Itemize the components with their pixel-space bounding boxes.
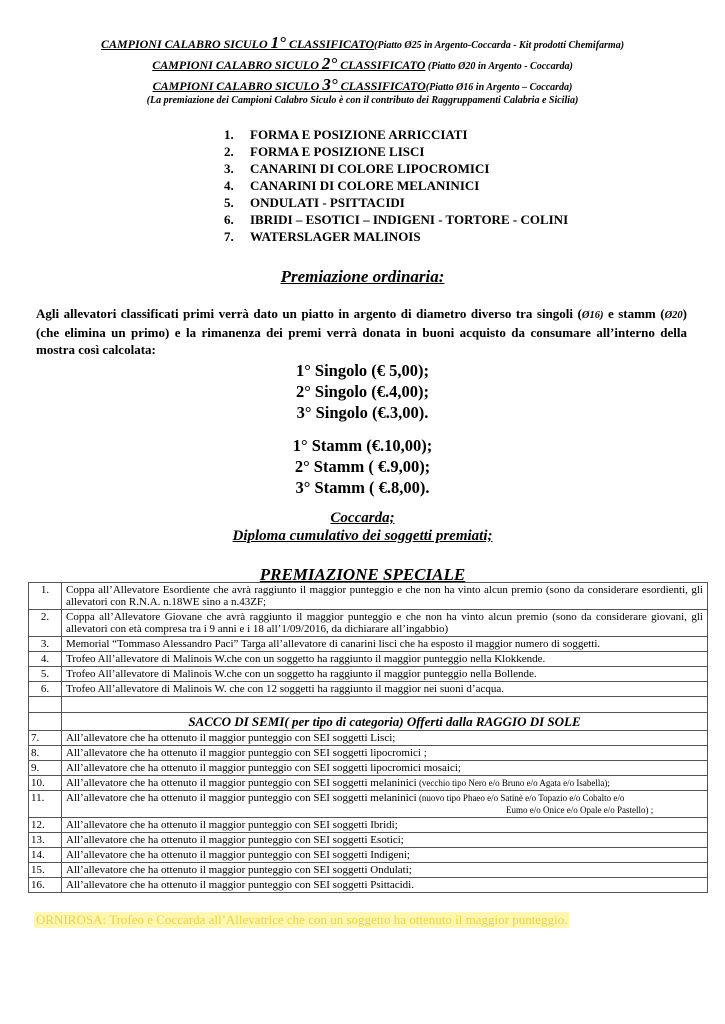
table-row: 14. All’allevatore che ha ottenuto il maggior punteggio con SEI soggetti Indigeni; (29, 848, 708, 863)
champion-title-1: CAMPIONI CALABRO SICULO 1° CLASSIFICATO (100, 33, 375, 52)
table-row: 2. Coppa all’Allevatore Giovane che avrà raggiunto il maggior punteggio e che non ha vinto alcun premio (sono da considerare giovani, gli allevatori con età compresa tra i 9 anni e i 18 all’1/09/2016, da dichiarare all’ingabbio) (29, 610, 708, 637)
category-item: 1. FORMA E POSIZIONE ARRICCIATI (224, 127, 468, 142)
coccarda-line: Coccarda; Diploma cumulativo dei soggetti premiati; (0, 509, 725, 545)
stamm-prizes (0, 435, 725, 498)
ornirosa-highlight: ORNIROSA: Trofeo e Coccarda all’Allevatrice che con un soggetto ha ottenuto il maggior punteggio. (36, 912, 568, 927)
stamm-prize-1: 1° Stamm (€.10,00); (292, 436, 433, 455)
single-prize-1: 1° Singolo (€ 5,00); (295, 361, 430, 380)
table-row: 4. Trofeo All’allevatore di Malinois W.che con un soggetto ha raggiunto il maggior punteggio nella Klokkende. (29, 652, 708, 667)
category-item: 3. CANARINI DI COLORE LIPOCROMICI (224, 161, 490, 176)
category-item: 4. CANARINI DI COLORE MELANINICI (224, 178, 480, 193)
single-prizes (0, 360, 725, 423)
table-row: 12. All’allevatore che ha ottenuto il maggior punteggio con SEI soggetti Ibridi; (29, 818, 708, 833)
category-item: 6. IBRIDI – ESOTICI – INDIGENI - TORTORE - COLINI (224, 212, 569, 227)
sacco-heading: SACCO DI SEMI( per tipo di categoria) Offerti dalla RAGGIO DI SOLE (62, 713, 708, 731)
champion-line-3 (0, 76, 725, 97)
category-item: 5. ONDULATI - PSITTACIDI (224, 195, 405, 210)
special-heading: PREMIAZIONE SPECIALE (259, 565, 466, 584)
table-row: 7. All’allevatore che ha ottenuto il maggior punteggio con SEI soggetti Lisci; (29, 731, 708, 746)
table-row: 10. All’allevatore che ha ottenuto il maggior punteggio con SEI soggetti melaninici (vecchio tipo Nero e/o Bruno e/o Agata e/o Isabella); (29, 776, 708, 791)
table-row: 5. Trofeo All’allevatore di Malinois W.che con un soggetto ha raggiunto il maggior punteggio nella Bollende. (29, 667, 708, 682)
stamm-prize-3: 3° Stamm ( €.8,00). (295, 478, 430, 497)
champion-note-2: (Piatto Ø20 in Argento - Coccarda) (425, 61, 573, 72)
table-row: 16. All’allevatore che ha ottenuto il maggior punteggio con SEI soggetti Psittacidi. (29, 878, 708, 893)
ordinary-paragraph: Agli allevatori classificati primi verrà dato un piatto in argento di diametro diverso tra singoli (Ø16) e stamm (Ø20) (che elimina un primo) e la rimanenza dei premi verrà donata in buoni acquisto da consumare all’interno della mostra così calcolata: (36, 306, 687, 357)
single-prize-3: 3° Singolo (€.3,00). (296, 403, 429, 422)
table-row-empty (29, 697, 708, 713)
champion-note-3: (Piatto Ø16 in Argento – Coccarda) (425, 82, 573, 93)
champion-title-2: CAMPIONI CALABRO SICULO 2° CLASSIFICATO (152, 54, 426, 73)
table-row: 15. All’allevatore che ha ottenuto il maggior punteggio con SEI soggetti Ondulati; (29, 863, 708, 878)
champion-title-3: CAMPIONI CALABRO SICULO 3° CLASSIFICATO (152, 75, 426, 94)
table-row: 11. All’allevatore che ha ottenuto il maggior punteggio con SEI soggetti melaninici (nuovo tipo Phaeo e/o Satinè e/o Topazio e/o Cobalto e/o Eumo e/o Onice e/o Opale e/o Pastello) ; (29, 791, 708, 818)
ordinary-heading: Premiazione ordinaria: (280, 267, 445, 286)
stamm-prize-2: 2° Stamm ( €.9,00); (294, 457, 431, 476)
category-list (224, 126, 725, 245)
table-row: 3. Memorial “Tommaso Alessandro Paci” Targa all’allevatore di canarini lisci che ha esposto il maggior numero di soggetti. (29, 637, 708, 652)
special-prizes-table (28, 582, 708, 893)
table-row: 6. Trofeo All’allevatore di Malinois W. che con 12 soggetti ha raggiunto il maggior nei suoni d’acqua. (29, 682, 708, 697)
table-row: 8. All’allevatore che ha ottenuto il maggior punteggio con SEI soggetti lipocromici ; (29, 746, 708, 761)
table-row-sacco-heading (29, 713, 708, 731)
diploma-line: Diploma cumulativo dei soggetti premiati; (232, 528, 493, 544)
table-row: 13. All’allevatore che ha ottenuto il maggior punteggio con SEI soggetti Esotici; (29, 833, 708, 848)
category-item: 2. FORMA E POSIZIONE LISCI (224, 144, 425, 159)
table-row: 9. All’allevatore che ha ottenuto il maggior punteggio con SEI soggetti lipocromici mosaici; (29, 761, 708, 776)
champion-note-1: (Piatto Ø25 in Argento-Coccarda - Kit prodotti Chemifarma) (374, 40, 625, 51)
champions-contribution-note: (La premiazione dei Campioni Calabro Siculo è con il contributo dei Raggruppamenti Calabria e Sicilia) (146, 95, 579, 106)
category-item: 7. WATERSLAGER MALINOIS (224, 229, 421, 244)
table-row: 1. Coppa all’Allevatore Esordiente che avrà raggiunto il maggior punteggio e che non ha vinto alcun premio (sono da considerare esordienti, gli allevatori con R.N.A. n.18WE sino a n.43ZF; (29, 583, 708, 610)
single-prize-2: 2° Singolo (€.4,00); (295, 382, 430, 401)
champion-line-2 (0, 55, 725, 76)
champion-line-1 (0, 34, 725, 55)
